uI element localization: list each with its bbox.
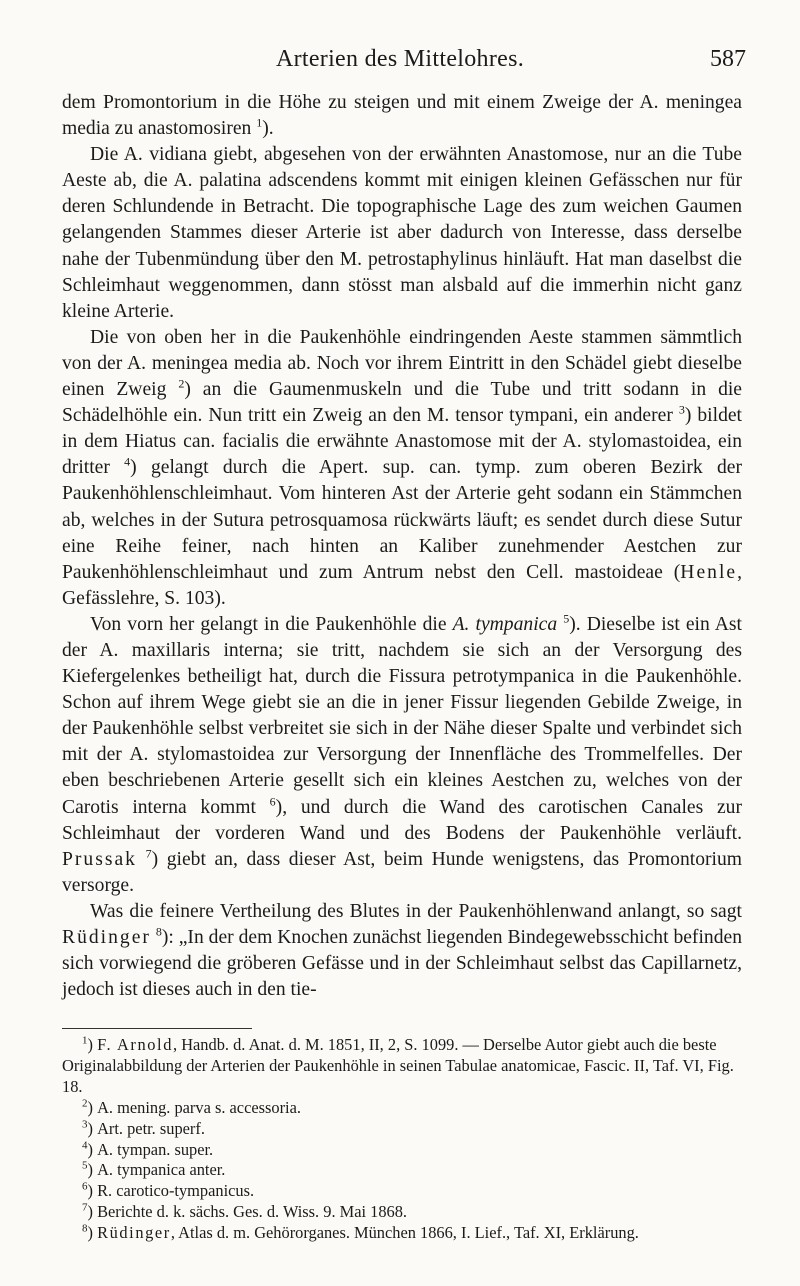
paragraph-4: Von vorn her gelangt in die Paukenhöhle die A. tympanica $^5$). Dieselbe ist ein Ast der A. maxillaris interna; sie tritt, nachdem sie sich an der Versorgung des Kiefergelenkes betheiligt hat, durch die Fissura petrotympanica in die Paukenhöhle. Schon auf ihrem Wege giebt sie an die in jener Fissur liegenden Gebilde Zweige, in der Paukenhöhle selbst verbreitet sie sich in der Nähe dieser Spalte und verbindet sich mit der A. stylomastoidea zur Versorgung der Innenfläche des Trommelfelles. Der eben beschriebenen Arterie gesellt sich ein kleines Aestchen zu, welches von der Carotis interna kommt $^6$), und durch die Wand des carotischen Canales zur Schleimhaut der vorderen Wand und des Bodens der Paukenhöhle verläuft. Prussak $^7$) giebt an, dass dieser Ast, beim Hunde wenigstens, das Promontorium versorge. <box>62 611 743 896</box>
author-name: Rüdinger <box>62 927 151 948</box>
author-name: Prussak <box>62 848 137 870</box>
footnote-ref: 4 <box>124 454 131 469</box>
footnote-ref: 8 <box>155 924 162 939</box>
footnote-ref: 7 <box>145 846 152 861</box>
main-text <box>62 90 742 1003</box>
paragraph-2: Die A. vidiana giebt, abgesehen von der erwähnten Anastomose, nur an die Tube Aeste ab, die A. palatina adscendens kommt mit einigen kleinen Gefässchen nur für deren Schlundende in Betracht. Die topographische Lage des zum weichen Gaumen gelangenden Stammes dieser Arterie ist aber dadurch von Interesse, dass derselbe nahe der Tubenmündung über den M. petrostaphylinus hinläuft. Hat man daselbst die Schleimhaut weggenommen, dann stösst man alsbald auf die immerhin nicht ganz kleine Arterie. <box>62 144 742 322</box>
footnote-1: $^1$) F. Arnold, Handb. d. Anat. d. M. 1851, II, 2, S. 1099. — Derselbe Autor giebt auch die beste Originalabbildung der Arterien der Paukenhöhle in seinen Tabulae anatomicae, Fascic. II, Taf. VI, Fig. 18. <box>62 1034 734 1096</box>
footnote-3: $^3$) Art. petr. superf. <box>82 1118 205 1138</box>
footnote-8: $^8$) Rüdinger, Atlas d. m. Gehörorganes. München 1866, I. Lief., Taf. XI, Erklärung. <box>82 1222 639 1243</box>
footnote-5: $^5$) A. tympanica anter. <box>82 1159 226 1180</box>
italic-term: A. tympanica <box>452 613 558 635</box>
footnotes <box>62 1035 742 1244</box>
paragraph-1: dem Promontorium in die Höhe zu steigen und mit einem Zweige der A. meningea media zu anastomosiren $^1$). <box>62 92 742 140</box>
footnote-ref: 2 <box>178 376 185 391</box>
footnote-ref: 5 <box>563 611 570 626</box>
paragraph-5: Was die feinere Vertheilung des Blutes in der Paukenhöhlenwand anlangt, so sagt Rüdinger $^8$): „In der dem Knochen zunächst liegenden Bindegewebsschicht befinden sich vorwiegend die gröberen Gefässe und in der Schleimhaut selbst das Capillarnetz, jedoch ist dieses auch in den tie- <box>62 900 742 1001</box>
footnote-4: $^4$) A. tympan. super. <box>82 1139 214 1159</box>
footnote-divider <box>62 1028 252 1029</box>
footnote-6: $^6$) R. carotico-tympanicus. <box>82 1180 255 1201</box>
paragraph-3: Die von oben her in die Paukenhöhle eindringenden Aeste stammen sämmtlich von der A. meningea media ab. Noch vor ihrem Eintritt in den Schädel giebt dieselbe einen Zweig $^2$) an die Gaumenmuskeln und die Tube und tritt sodann in die Schädelhöhle ein. Nun tritt ein Zweig an den M. tensor tympani, ein anderer $^3$) bildet in dem Hiatus can. facialis die erwähnte Anastomose mit der A. stylomastoidea, ein dritter $^4$) gelangt durch die Apert. sup. can. tymp. zum oberen Bezirk der Paukenhöhlenschleimhaut. Vom hinteren Ast der Arterie geht sodann ein Stämmchen ab, welches in der Sutura petrosquamosa rückwärts läuft; es sendet durch diese Sutur eine Reihe feiner, nach hinten an Kaliber zunehmender Aestchen zur Paukenhöhlenschleimhaut und zum Antrum nebst den Cell. mastoideae (Henle, Gefässlehre, S. 103). <box>62 326 743 609</box>
footnote-7: $^7$) Berichte d. k. sächs. Ges. d. Wiss. 9. Mai 1868. <box>82 1201 408 1222</box>
footnote-ref: 1 <box>256 115 263 130</box>
footnote-2: $^2$) A. mening. parva s. accessoria. <box>82 1097 301 1117</box>
footnote-ref: 6 <box>269 794 276 808</box>
running-header <box>0 44 800 78</box>
author-name: Henle <box>680 561 738 583</box>
page-number: 587 <box>710 46 746 72</box>
running-title: Arterien des Mittelohres. <box>275 46 525 72</box>
footnote-ref: 3 <box>678 402 685 417</box>
